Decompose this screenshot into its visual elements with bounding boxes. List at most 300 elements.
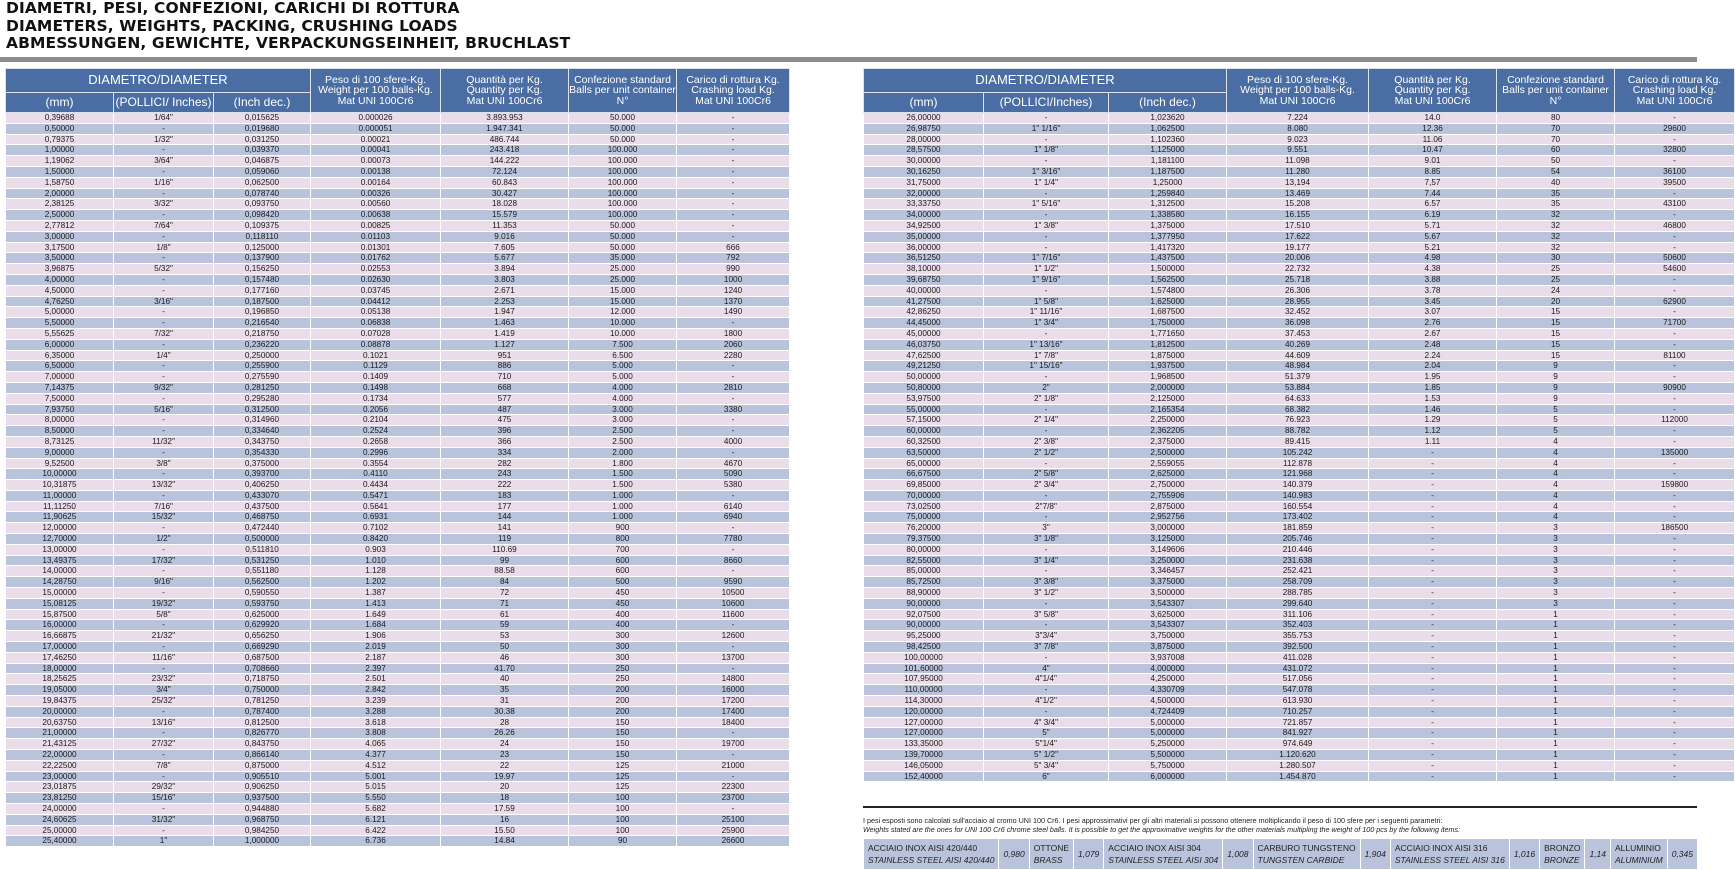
cell-mm: 39,68750 bbox=[864, 274, 984, 285]
cell-mm: 28,00000 bbox=[864, 134, 984, 145]
cell-quantity: 487 bbox=[441, 404, 569, 415]
cell-quantity: - bbox=[1369, 555, 1497, 566]
cell-mm: 36,51250 bbox=[864, 253, 984, 264]
cell-weight: 352.403 bbox=[1227, 620, 1369, 631]
cell-inch-dec: 3,250000 bbox=[1109, 555, 1227, 566]
cell-mm: 146,05000 bbox=[864, 760, 984, 771]
cell-inches: - bbox=[114, 361, 214, 372]
cell-mm: 31,75000 bbox=[864, 177, 984, 188]
cell-packing: 3.000 bbox=[569, 415, 677, 426]
cell-packing: 50.000 bbox=[569, 242, 677, 253]
cell-load: 90900 bbox=[1615, 382, 1735, 393]
cell-weight: 0.5471 bbox=[311, 490, 441, 501]
table-row bbox=[6, 274, 790, 285]
cell-weight: 4.512 bbox=[311, 760, 441, 771]
cell-mm: 14,28750 bbox=[6, 577, 114, 588]
cell-weight: 17.510 bbox=[1227, 220, 1369, 231]
cell-packing: 25.000 bbox=[569, 274, 677, 285]
material-name-english: STAINLESS STEEL AISI 420/440 bbox=[868, 855, 995, 865]
cell-weight: 547.078 bbox=[1227, 685, 1369, 696]
cell-quantity: 577 bbox=[441, 393, 569, 404]
cell-weight: 0.1498 bbox=[311, 382, 441, 393]
material-name bbox=[1029, 839, 1073, 870]
material-factor: 1,008 bbox=[1223, 839, 1253, 870]
cell-load: - bbox=[677, 750, 790, 761]
cell-mm: 139,70000 bbox=[864, 750, 984, 761]
cell-quantity: 24 bbox=[441, 739, 569, 750]
cell-load: - bbox=[1615, 706, 1735, 717]
material-name-english: TUNGSTEN CARBIDE bbox=[1257, 855, 1345, 865]
cell-mm: 65,00000 bbox=[864, 458, 984, 469]
cell-weight: 0.01762 bbox=[311, 253, 441, 264]
cell-load: - bbox=[1615, 609, 1735, 620]
cell-inch-dec: 0,019680 bbox=[214, 123, 311, 134]
cell-weight: 0.03745 bbox=[311, 285, 441, 296]
cell-weight: 37.453 bbox=[1227, 328, 1369, 339]
cell-weight: 48.984 bbox=[1227, 361, 1369, 372]
cell-mm: 17,00000 bbox=[6, 642, 114, 653]
cell-load: - bbox=[1615, 361, 1735, 372]
cell-mm: 26,98750 bbox=[864, 123, 984, 134]
cell-load: - bbox=[1615, 620, 1735, 631]
cell-inch-dec: 1,338580 bbox=[1109, 210, 1227, 221]
cell-inches: 9/16" bbox=[114, 577, 214, 588]
table-row bbox=[6, 739, 790, 750]
table-row bbox=[864, 210, 1735, 221]
table-row bbox=[864, 566, 1735, 577]
cell-packing: 1 bbox=[1497, 674, 1615, 685]
cell-load: 11600 bbox=[677, 609, 790, 620]
cell-packing: 4 bbox=[1497, 447, 1615, 458]
cell-weight: 2.187 bbox=[311, 652, 441, 663]
cell-packing: 100.000 bbox=[569, 166, 677, 177]
cell-inch-dec: 1,102360 bbox=[1109, 134, 1227, 145]
cell-packing: 125 bbox=[569, 782, 677, 793]
cell-quantity: - bbox=[1369, 674, 1497, 685]
table-row bbox=[864, 663, 1735, 674]
table-row bbox=[6, 620, 790, 631]
cell-inch-dec: 1,562500 bbox=[1109, 274, 1227, 285]
header-mm: (mm) bbox=[6, 93, 114, 113]
cell-inch-dec: 0,295280 bbox=[214, 393, 311, 404]
cell-mm: 42,86250 bbox=[864, 307, 984, 318]
cell-packing: 100.000 bbox=[569, 210, 677, 221]
cell-mm: 7,00000 bbox=[6, 372, 114, 383]
cell-mm: 21,00000 bbox=[6, 728, 114, 739]
table-row bbox=[864, 285, 1735, 296]
cell-quantity: 3.893.953 bbox=[441, 113, 569, 124]
cell-packing: 5 bbox=[1497, 415, 1615, 426]
cell-quantity: - bbox=[1369, 523, 1497, 534]
cell-weight: 0.6931 bbox=[311, 512, 441, 523]
cell-weight: 613.930 bbox=[1227, 696, 1369, 707]
cell-weight: 15.208 bbox=[1227, 199, 1369, 210]
material-factor: 1,904 bbox=[1360, 839, 1390, 870]
table-row bbox=[6, 328, 790, 339]
cell-weight: 0.00638 bbox=[311, 210, 441, 221]
cell-packing: 2.500 bbox=[569, 436, 677, 447]
cell-inch-dec: 1,000000 bbox=[214, 836, 311, 847]
cell-packing: 500 bbox=[569, 577, 677, 588]
cell-inches: 2" 1/4" bbox=[984, 415, 1109, 426]
cell-inches: 4"1/2" bbox=[984, 696, 1109, 707]
cell-mm: 25,40000 bbox=[6, 836, 114, 847]
cell-inch-dec: 1,062500 bbox=[1109, 123, 1227, 134]
cell-mm: 88,90000 bbox=[864, 588, 984, 599]
cell-packing: 15.000 bbox=[569, 285, 677, 296]
cell-mm: 0,50000 bbox=[6, 123, 114, 134]
cell-weight: 258.709 bbox=[1227, 577, 1369, 588]
cell-load: 17200 bbox=[677, 696, 790, 707]
table-row bbox=[6, 555, 790, 566]
cell-mm: 5,00000 bbox=[6, 307, 114, 318]
material-name bbox=[1104, 839, 1223, 870]
cell-inches: - bbox=[114, 393, 214, 404]
cell-quantity: 84 bbox=[441, 577, 569, 588]
cell-inch-dec: 3,375000 bbox=[1109, 577, 1227, 588]
table-row bbox=[6, 166, 790, 177]
cell-weight: 68.382 bbox=[1227, 404, 1369, 415]
cell-packing: 32 bbox=[1497, 220, 1615, 231]
table-row bbox=[864, 544, 1735, 555]
cell-mm: 2,50000 bbox=[6, 210, 114, 221]
cell-inches: 23/32" bbox=[114, 674, 214, 685]
cell-load: - bbox=[1615, 339, 1735, 350]
cell-mm: 7,14375 bbox=[6, 382, 114, 393]
cell-weight: 19.177 bbox=[1227, 242, 1369, 253]
cell-quantity: - bbox=[1369, 588, 1497, 599]
table-row bbox=[864, 177, 1735, 188]
cell-inch-dec: 0,787400 bbox=[214, 706, 311, 717]
cell-quantity: - bbox=[1369, 750, 1497, 761]
cell-quantity: 99 bbox=[441, 555, 569, 566]
cell-inches: - bbox=[114, 490, 214, 501]
cell-quantity: 710 bbox=[441, 372, 569, 383]
cell-load: 17400 bbox=[677, 706, 790, 717]
table-row bbox=[6, 123, 790, 134]
table-row bbox=[864, 350, 1735, 361]
table-row bbox=[6, 706, 790, 717]
cell-load: - bbox=[677, 728, 790, 739]
cell-inch-dec: 0,656250 bbox=[214, 631, 311, 642]
cell-inches: 1" 11/16" bbox=[984, 307, 1109, 318]
cell-inch-dec: 3,125000 bbox=[1109, 534, 1227, 545]
cell-packing: 150 bbox=[569, 728, 677, 739]
cell-load: - bbox=[1615, 534, 1735, 545]
cell-packing: 150 bbox=[569, 750, 677, 761]
cell-mm: 3,50000 bbox=[6, 253, 114, 264]
cell-quantity: 7.605 bbox=[441, 242, 569, 253]
cell-load: 4670 bbox=[677, 458, 790, 469]
cell-load: 19700 bbox=[677, 739, 790, 750]
cell-inch-dec: 0,312500 bbox=[214, 404, 311, 415]
cell-inch-dec: 0,984250 bbox=[214, 825, 311, 836]
cell-packing: 1 bbox=[1497, 620, 1615, 631]
cell-inches: 11/32" bbox=[114, 436, 214, 447]
cell-load: - bbox=[1615, 717, 1735, 728]
table-row bbox=[864, 134, 1735, 145]
cell-inch-dec: 5,250000 bbox=[1109, 739, 1227, 750]
cell-inch-dec: 1,875000 bbox=[1109, 350, 1227, 361]
cell-load: 5090 bbox=[677, 469, 790, 480]
table-row bbox=[864, 372, 1735, 383]
cell-quantity: - bbox=[1369, 696, 1497, 707]
material-factor: 1,016 bbox=[1509, 839, 1539, 870]
cell-weight: 112.878 bbox=[1227, 458, 1369, 469]
cell-weight: 13.469 bbox=[1227, 188, 1369, 199]
cell-weight: 89.415 bbox=[1227, 436, 1369, 447]
cell-weight: 17.622 bbox=[1227, 231, 1369, 242]
cell-inches: 2" 3/8" bbox=[984, 436, 1109, 447]
table-row bbox=[6, 760, 790, 771]
table-row bbox=[864, 458, 1735, 469]
cell-weight: 5.550 bbox=[311, 793, 441, 804]
cell-quantity: 72.124 bbox=[441, 166, 569, 177]
cell-inches: - bbox=[984, 372, 1109, 383]
table-row bbox=[6, 134, 790, 145]
cell-quantity: 12.36 bbox=[1369, 123, 1497, 134]
cell-quantity: - bbox=[1369, 447, 1497, 458]
cell-packing: 100 bbox=[569, 814, 677, 825]
cell-quantity: 7.44 bbox=[1369, 188, 1497, 199]
table-row bbox=[864, 717, 1735, 728]
cell-mm: 11,11250 bbox=[6, 501, 114, 512]
cell-quantity: 1.947.341 bbox=[441, 123, 569, 134]
cell-inch-dec: 0,669290 bbox=[214, 642, 311, 653]
cell-load: 135000 bbox=[1615, 447, 1735, 458]
cell-quantity: 6.19 bbox=[1369, 210, 1497, 221]
cell-packing: 32 bbox=[1497, 242, 1615, 253]
cell-packing: 9 bbox=[1497, 372, 1615, 383]
cell-weight: 231.638 bbox=[1227, 555, 1369, 566]
table-row bbox=[6, 382, 790, 393]
cell-mm: 90,00000 bbox=[864, 620, 984, 631]
cell-packing: 800 bbox=[569, 534, 677, 545]
header-packing: Confezione standard Balls per unit container N° bbox=[1497, 69, 1615, 113]
cell-inch-dec: 1,312500 bbox=[1109, 199, 1227, 210]
cell-inches: 5/16" bbox=[114, 404, 214, 415]
cell-weight: 1.202 bbox=[311, 577, 441, 588]
cell-inches: 5" 3/4" bbox=[984, 760, 1109, 771]
cell-mm: 11,00000 bbox=[6, 490, 114, 501]
cell-inch-dec: 1,574800 bbox=[1109, 285, 1227, 296]
cell-inch-dec: 1,625000 bbox=[1109, 296, 1227, 307]
cell-inches: - bbox=[984, 156, 1109, 167]
title-italian: DIAMETRI, PESI, CONFEZIONI, CARICHI DI ROTTURA bbox=[6, 0, 460, 17]
cell-mm: 98,42500 bbox=[864, 642, 984, 653]
material-name bbox=[864, 839, 999, 870]
cell-weight: 0.3554 bbox=[311, 458, 441, 469]
cell-quantity: - bbox=[1369, 598, 1497, 609]
cell-load: 16000 bbox=[677, 685, 790, 696]
cell-weight: 105.242 bbox=[1227, 447, 1369, 458]
table-row bbox=[6, 113, 790, 124]
cell-load: - bbox=[677, 566, 790, 577]
material-name-italian: ACCIAIO INOX AISI 420/440 bbox=[868, 843, 978, 853]
cell-quantity: 4.98 bbox=[1369, 253, 1497, 264]
cell-inches: - bbox=[984, 426, 1109, 437]
cell-packing: 6.500 bbox=[569, 350, 677, 361]
cell-mm: 24,60625 bbox=[6, 814, 114, 825]
header-mm: (mm) bbox=[864, 93, 984, 113]
cell-inch-dec: 1,023620 bbox=[1109, 113, 1227, 124]
cell-inch-dec: 3,543307 bbox=[1109, 620, 1227, 631]
cell-quantity: 2.48 bbox=[1369, 339, 1497, 350]
cell-packing: 1 bbox=[1497, 652, 1615, 663]
title-german: ABMESSUNGEN, GEWICHTE, VERPACKUNGSEINHEIT, BRUCHLAST bbox=[6, 34, 571, 52]
cell-load: 50600 bbox=[1615, 253, 1735, 264]
cell-mm: 100,00000 bbox=[864, 652, 984, 663]
cell-load: 21000 bbox=[677, 760, 790, 771]
cell-load: - bbox=[1615, 436, 1735, 447]
cell-packing: 1.000 bbox=[569, 490, 677, 501]
cell-quantity: 2.67 bbox=[1369, 328, 1497, 339]
cell-weight: 0.06838 bbox=[311, 318, 441, 329]
cell-quantity: 183 bbox=[441, 490, 569, 501]
cell-inches: - bbox=[984, 328, 1109, 339]
cell-weight: 3.239 bbox=[311, 696, 441, 707]
cell-packing: 5 bbox=[1497, 426, 1615, 437]
cell-inch-dec: 0,812500 bbox=[214, 717, 311, 728]
cell-packing: 1 bbox=[1497, 663, 1615, 674]
cell-weight: 710.257 bbox=[1227, 706, 1369, 717]
cell-load: - bbox=[1615, 577, 1735, 588]
material-name bbox=[1390, 839, 1509, 870]
cell-inches: 3" 5/8" bbox=[984, 609, 1109, 620]
cell-packing: 35.000 bbox=[569, 253, 677, 264]
cell-quantity: - bbox=[1369, 609, 1497, 620]
table-row bbox=[6, 598, 790, 609]
cell-inches: - bbox=[114, 642, 214, 653]
cell-mm: 18,25625 bbox=[6, 674, 114, 685]
right-table-body bbox=[864, 113, 1735, 782]
cell-packing: 3 bbox=[1497, 555, 1615, 566]
cell-inch-dec: 0,118110 bbox=[214, 231, 311, 242]
table-row bbox=[6, 242, 790, 253]
cell-load: - bbox=[677, 372, 790, 383]
table-row bbox=[864, 609, 1735, 620]
cell-mm: 60,32500 bbox=[864, 436, 984, 447]
cell-inch-dec: 1,437500 bbox=[1109, 253, 1227, 264]
table-row bbox=[6, 609, 790, 620]
cell-weight: 0.1129 bbox=[311, 361, 441, 372]
cell-inch-dec: 0,905510 bbox=[214, 771, 311, 782]
cell-inches: 2" 1/8" bbox=[984, 393, 1109, 404]
cell-load: 54600 bbox=[1615, 264, 1735, 275]
cell-quantity: 475 bbox=[441, 415, 569, 426]
cell-inch-dec: 1,968500 bbox=[1109, 372, 1227, 383]
cell-load: - bbox=[677, 620, 790, 631]
cell-inches: 1" 15/16" bbox=[984, 361, 1109, 372]
material-factor: 0,980 bbox=[999, 839, 1029, 870]
cell-packing: 35 bbox=[1497, 188, 1615, 199]
cell-mm: 90,00000 bbox=[864, 598, 984, 609]
cell-inches: 3" 7/8" bbox=[984, 642, 1109, 653]
table-row bbox=[864, 188, 1735, 199]
cell-mm: 16,00000 bbox=[6, 620, 114, 631]
cell-inches: 3" 1/8" bbox=[984, 534, 1109, 545]
cell-weight: 0.5641 bbox=[311, 501, 441, 512]
table-row bbox=[864, 393, 1735, 404]
material-name bbox=[1540, 839, 1585, 870]
cell-load: 18400 bbox=[677, 717, 790, 728]
cell-mm: 44,45000 bbox=[864, 318, 984, 329]
cell-load: - bbox=[1615, 501, 1735, 512]
right-table-bottom-rule bbox=[863, 806, 1697, 808]
cell-mm: 18,00000 bbox=[6, 663, 114, 674]
table-row bbox=[864, 652, 1735, 663]
cell-packing: 300 bbox=[569, 652, 677, 663]
table-row bbox=[864, 588, 1735, 599]
table-row bbox=[6, 447, 790, 458]
header-diameter: DIAMETRO/DIAMETER bbox=[864, 69, 1227, 93]
cell-weight: 0.4434 bbox=[311, 480, 441, 491]
cell-mm: 46,03750 bbox=[864, 339, 984, 350]
cell-inch-dec: 0,708660 bbox=[214, 663, 311, 674]
cell-packing: 1 bbox=[1497, 696, 1615, 707]
cell-inches: - bbox=[984, 566, 1109, 577]
cell-inch-dec: 0,078740 bbox=[214, 188, 311, 199]
cell-quantity: 1.53 bbox=[1369, 393, 1497, 404]
cell-quantity: 59 bbox=[441, 620, 569, 631]
cell-quantity: 951 bbox=[441, 350, 569, 361]
cell-weight: 36.098 bbox=[1227, 318, 1369, 329]
cell-packing: 50.000 bbox=[569, 134, 677, 145]
cell-weight: 411.028 bbox=[1227, 652, 1369, 663]
cell-weight: 51.379 bbox=[1227, 372, 1369, 383]
cell-mm: 92,07500 bbox=[864, 609, 984, 620]
cell-inches: 5" bbox=[984, 728, 1109, 739]
cell-packing: 100.000 bbox=[569, 156, 677, 167]
cell-packing: 10.000 bbox=[569, 318, 677, 329]
table-row bbox=[864, 264, 1735, 275]
header-diameter: DIAMETRO/DIAMETER bbox=[6, 69, 311, 93]
cell-inches: 3/32" bbox=[114, 199, 214, 210]
cell-inch-dec: 0,314960 bbox=[214, 415, 311, 426]
cell-weight: 1.128 bbox=[311, 566, 441, 577]
cell-weight: 140.983 bbox=[1227, 490, 1369, 501]
cell-quantity: 1.29 bbox=[1369, 415, 1497, 426]
cell-packing: 4 bbox=[1497, 436, 1615, 447]
cell-inches: 1" 1/8" bbox=[984, 145, 1109, 156]
cell-weight: 22.732 bbox=[1227, 264, 1369, 275]
cell-load: - bbox=[1615, 469, 1735, 480]
cell-load: - bbox=[677, 220, 790, 231]
cell-mm: 1,58750 bbox=[6, 177, 114, 188]
cell-mm: 4,50000 bbox=[6, 285, 114, 296]
cell-mm: 45,00000 bbox=[864, 328, 984, 339]
cell-inches: - bbox=[114, 523, 214, 534]
cell-quantity: 16 bbox=[441, 814, 569, 825]
cell-inch-dec: 4,330709 bbox=[1109, 685, 1227, 696]
cell-inch-dec: 0,629920 bbox=[214, 620, 311, 631]
cell-inch-dec: 2,000000 bbox=[1109, 382, 1227, 393]
header-inch-dec: (Inch dec.) bbox=[1109, 93, 1227, 113]
cell-load: 39500 bbox=[1615, 177, 1735, 188]
cell-inches: - bbox=[114, 620, 214, 631]
cell-weight: 252.421 bbox=[1227, 566, 1369, 577]
cell-load: 1800 bbox=[677, 328, 790, 339]
cell-quantity: 141 bbox=[441, 523, 569, 534]
cell-inch-dec: 5,000000 bbox=[1109, 717, 1227, 728]
cell-inch-dec: 0,334640 bbox=[214, 426, 311, 437]
cell-inch-dec: 2,625000 bbox=[1109, 469, 1227, 480]
cell-quantity: 222 bbox=[441, 480, 569, 491]
cell-packing: 1.500 bbox=[569, 480, 677, 491]
cell-quantity: 5.21 bbox=[1369, 242, 1497, 253]
cell-weight: 355.753 bbox=[1227, 631, 1369, 642]
cell-weight: 40.269 bbox=[1227, 339, 1369, 350]
